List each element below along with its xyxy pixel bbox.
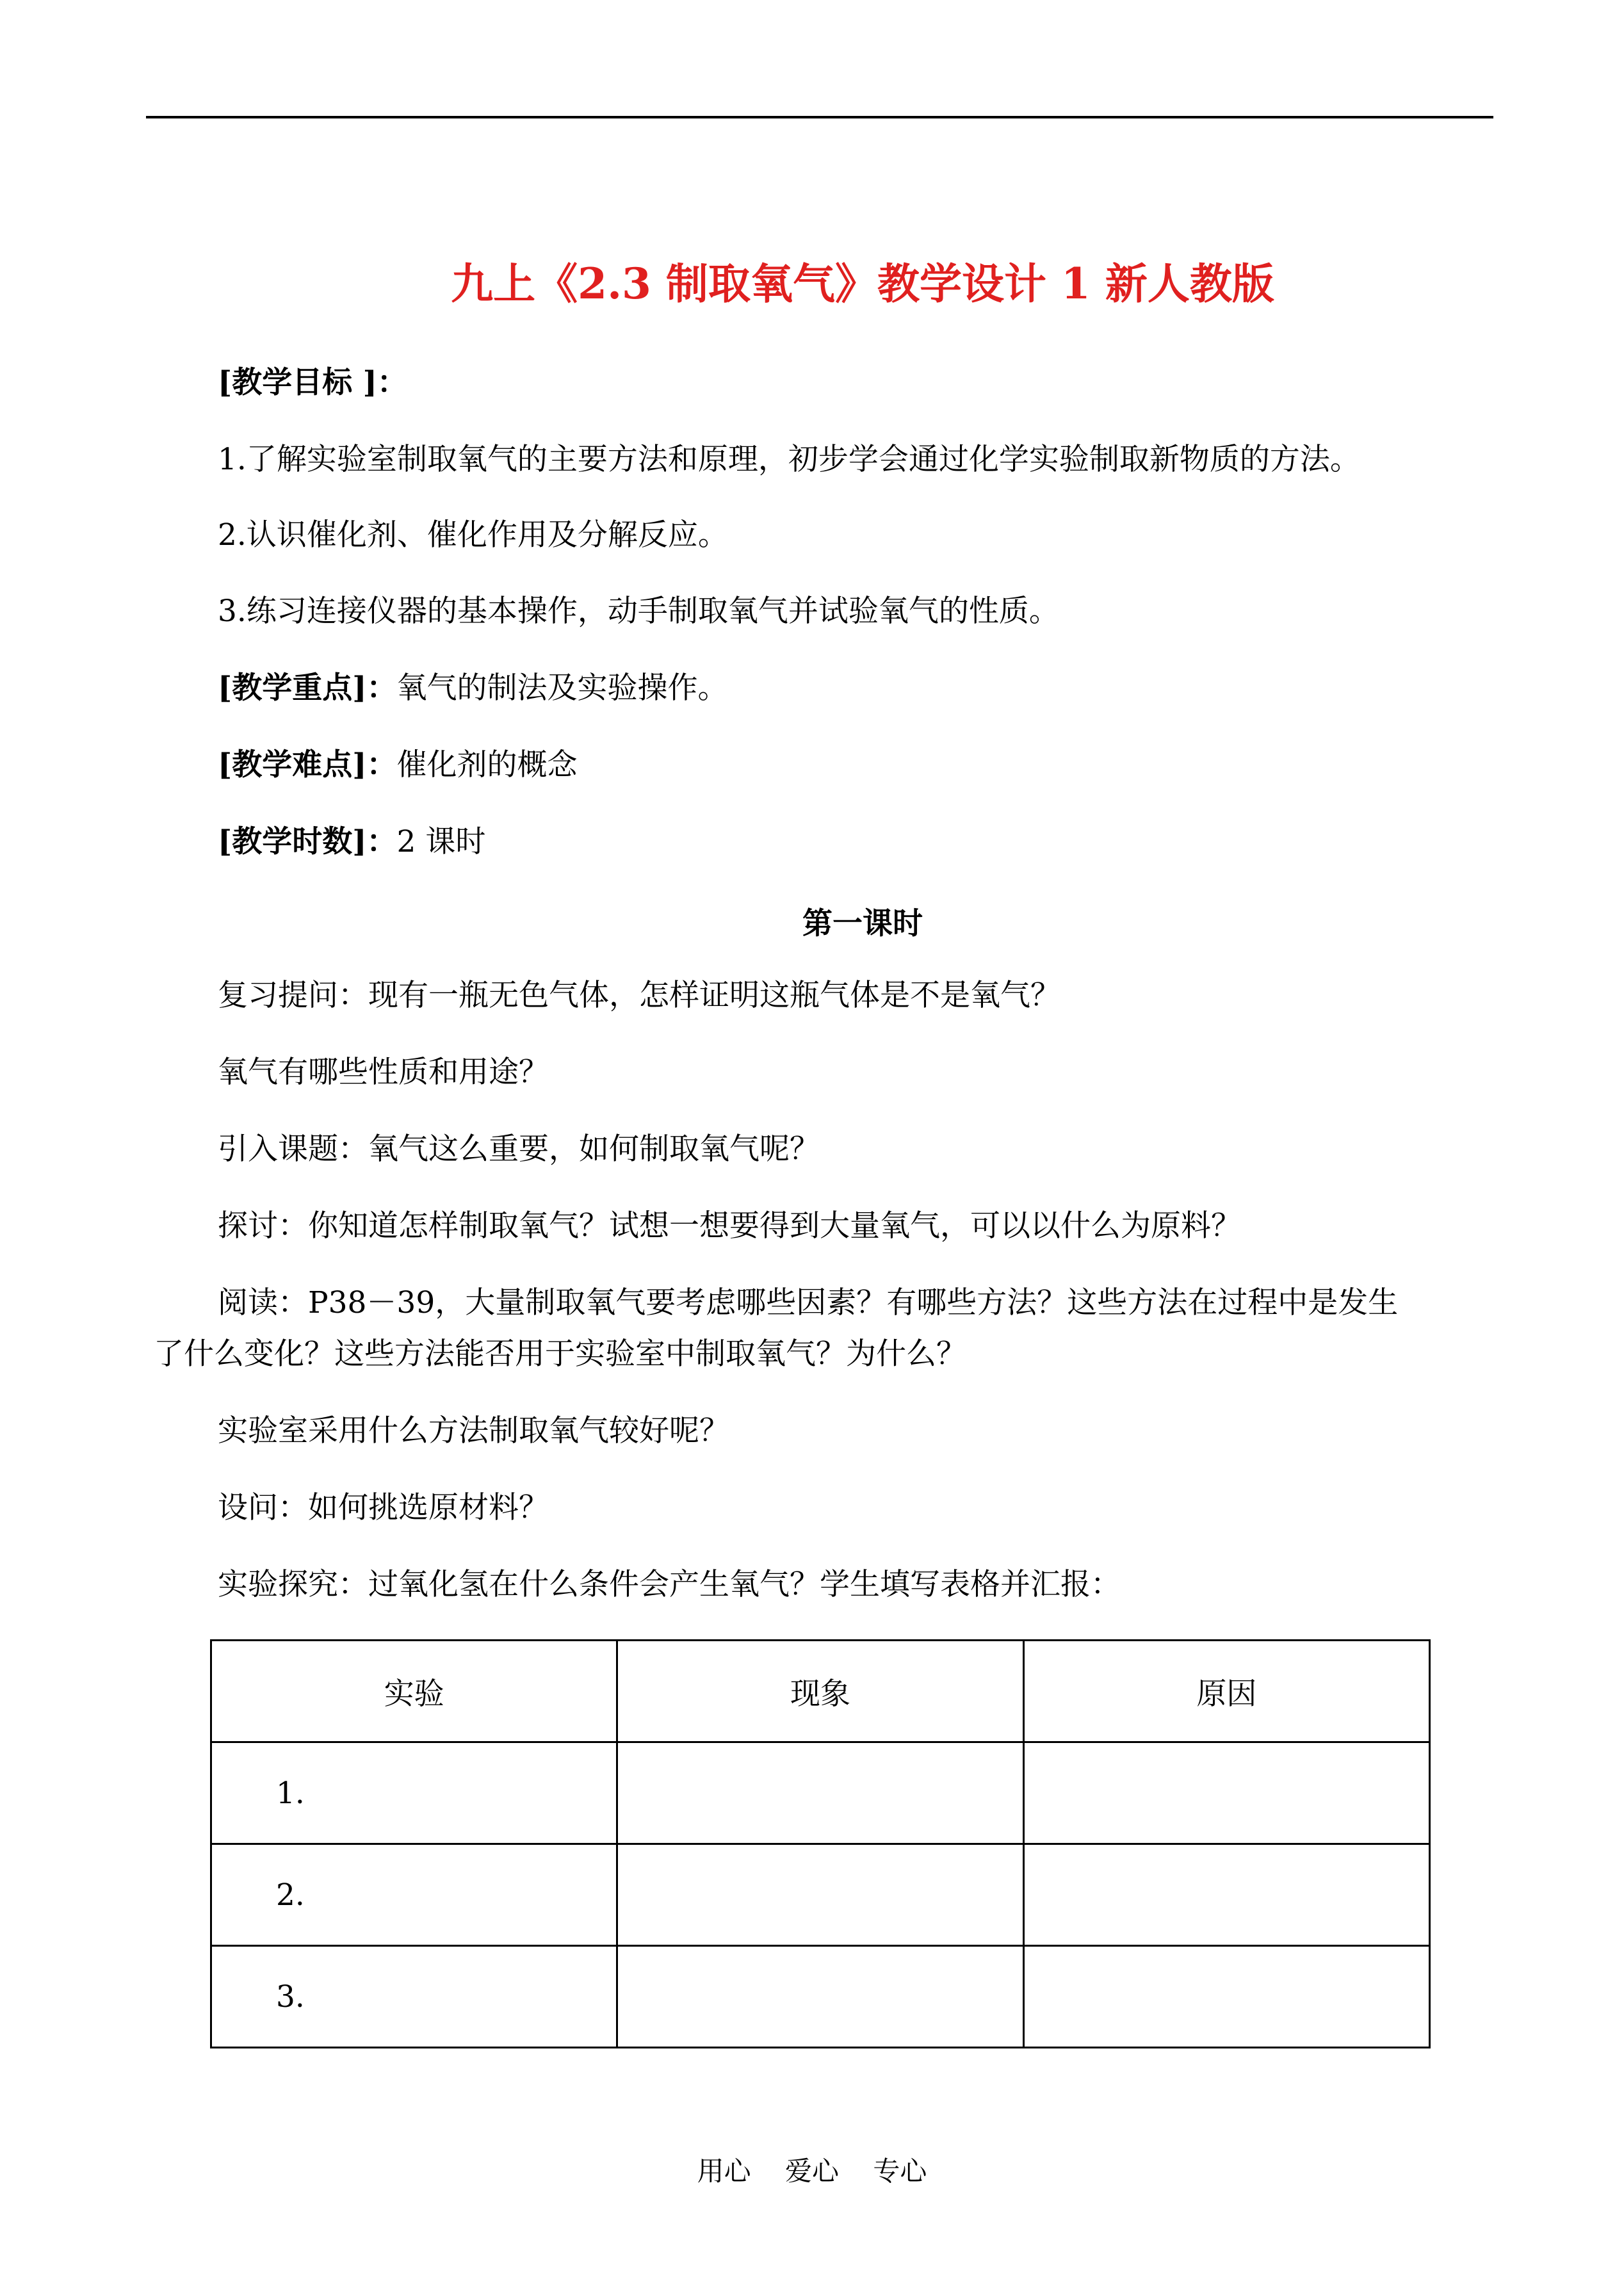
- difficulty-label: [教学难点]：: [218, 747, 397, 783]
- table-cell: 1.: [211, 1742, 617, 1844]
- header-rule: [146, 116, 1493, 118]
- paragraph-ask: 设问：如何挑选原材料？: [218, 1490, 549, 1525]
- hours-text: 2 课时: [396, 824, 486, 859]
- paragraph-inquiry: 实验探究：过氧化氢在什么条件会产生氧气？学生填写表格并汇报：: [218, 1567, 1121, 1602]
- difficulty-line: [218, 746, 577, 784]
- experiment-table: [210, 1639, 1431, 2048]
- objectives-heading: [教学目标 ]：: [218, 365, 407, 400]
- difficulty-text: 催化剂的概念: [396, 747, 578, 783]
- paragraph-reading-line2: 了什么变化？这些方法能否用于实验室中制取氧气？为什么？: [154, 1336, 966, 1372]
- key-point-label: [教学重点]：: [218, 670, 397, 706]
- paragraph-reading-line1: 阅读：P38－39，大量制取氧气要考虑哪些因素？有哪些方法？这些方法在过程中是发生: [218, 1285, 1399, 1320]
- document-title: 九上《2.3 制取氧气》教学设计 1 新人教版: [451, 259, 1274, 309]
- table-row: [211, 1742, 1430, 1844]
- paragraph-discuss: 探讨：你知道怎样制取氧气？试想一想要得到大量氧气，可以以什么为原料？: [218, 1208, 1241, 1244]
- table-cell: [1023, 1946, 1429, 2048]
- hours-line: [218, 823, 485, 861]
- table-header-row: [211, 1641, 1430, 1742]
- table-row: [211, 1946, 1430, 2048]
- table-cell: [617, 1742, 1023, 1844]
- table-cell: 3.: [211, 1946, 617, 2048]
- objective-item: 1.了解实验室制取氧气的主要方法和原理，初步学会通过化学实验制取新物质的方法。: [218, 442, 1360, 477]
- key-point-line: [218, 669, 727, 708]
- paragraph-introduce: 引入课题：氧气这么重要，如何制取氧气呢？: [218, 1131, 820, 1167]
- table-cell: 2.: [211, 1844, 617, 1946]
- key-point-text: 氧气的制法及实验操作。: [396, 670, 728, 706]
- table-cell: [1023, 1742, 1429, 1844]
- table-cell: [1023, 1844, 1429, 1946]
- paragraph-properties: 氧气有哪些性质和用途？: [218, 1055, 549, 1090]
- objective-item: 3.练习连接仪器的基本操作，动手制取氧气并试验氧气的性质。: [218, 594, 1059, 629]
- column-header-phenomenon: 现象: [617, 1641, 1023, 1742]
- hours-label: [教学时数]：: [218, 824, 397, 859]
- paragraph-review: 复习提问：现有一瓶无色气体，怎样证明这瓶气体是不是氧气？: [218, 978, 1060, 1013]
- table-cell: [617, 1946, 1023, 2048]
- page-footer: 用心 爱心 专心: [697, 2155, 927, 2187]
- column-header-experiment: 实验: [211, 1641, 617, 1742]
- table-row: [211, 1844, 1430, 1946]
- column-header-reason: 原因: [1023, 1641, 1429, 1742]
- paragraph-lab-method: 实验室采用什么方法制取氧气较好呢？: [218, 1413, 729, 1448]
- lesson-title: 第一课时: [802, 906, 923, 941]
- objective-item: 2.认识催化剂、催化作用及分解反应。: [218, 517, 728, 553]
- table-cell: [617, 1844, 1023, 1946]
